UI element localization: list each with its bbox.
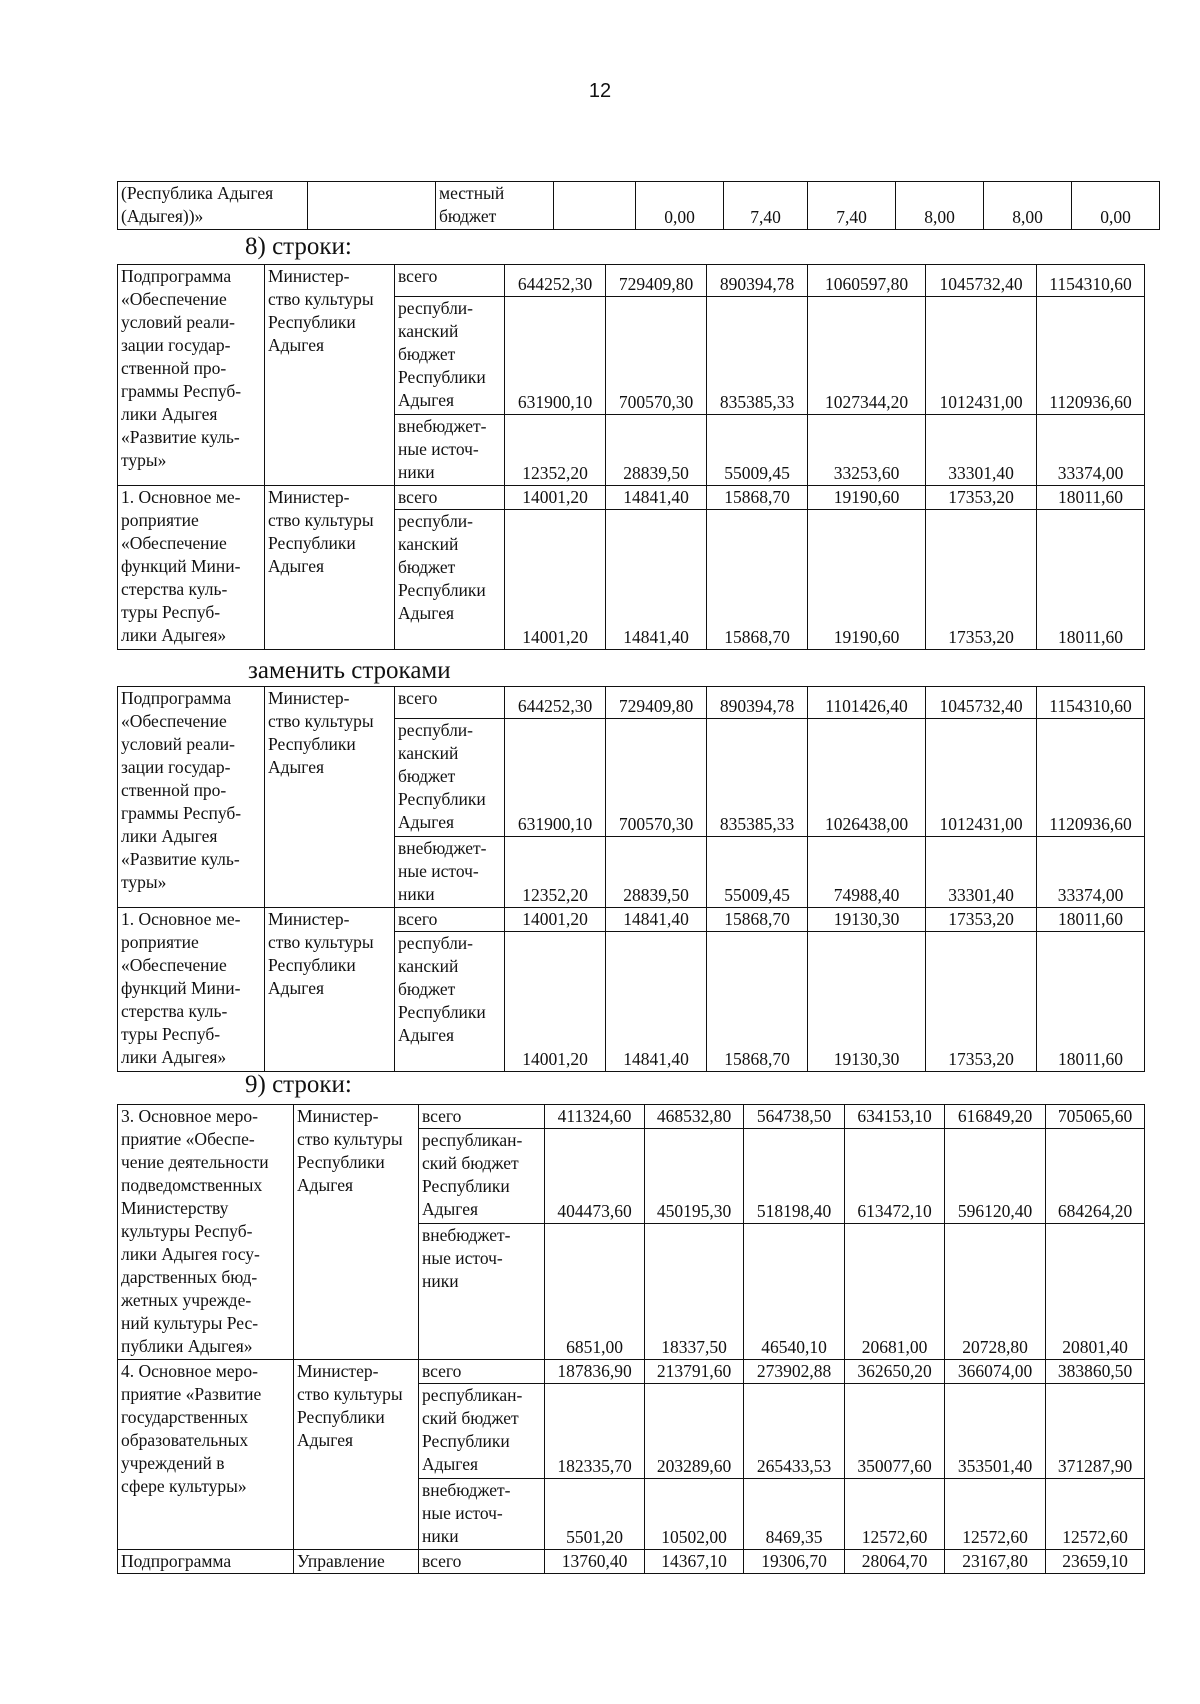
table-cell-value: 0,00 bbox=[1072, 182, 1160, 230]
table-cell-value: 7,40 bbox=[724, 182, 808, 230]
table-cell-value: 19306,70 bbox=[744, 1550, 845, 1574]
section-heading-replace: заменить строками bbox=[248, 657, 451, 684]
table-cell-value: 20728,80 bbox=[945, 1224, 1046, 1360]
table-cell-value: 362650,20 bbox=[845, 1360, 945, 1384]
table-cell-value: 1012431,00 bbox=[926, 297, 1037, 415]
table-cell-value: 729409,80 bbox=[606, 687, 707, 719]
table-cell-value: 14841,40 bbox=[606, 486, 707, 510]
table-cell-value: 564738,50 bbox=[744, 1105, 845, 1129]
row-description: 1. Основное ме- роприятие «Обеспечение функций Мини- стерства куль- туры Респуб- лики Адыгея» bbox=[118, 486, 265, 650]
table-cell-value: 7,40 bbox=[808, 182, 896, 230]
row-source-label: внебюджет- ные источ- ники bbox=[395, 837, 505, 908]
table-cell-value: 13760,40 bbox=[545, 1550, 645, 1574]
row-source-label: внебюджет- ные источ- ники bbox=[395, 415, 505, 486]
table-cell-value: 644252,30 bbox=[505, 687, 606, 719]
row-organization: Министер- ство культуры Республики Адыгея bbox=[265, 486, 395, 650]
table-cell-value: 55009,45 bbox=[707, 837, 808, 908]
table-cell-value: 55009,45 bbox=[707, 415, 808, 486]
row-source-label: всего bbox=[419, 1550, 545, 1574]
table-cell-value: 15868,70 bbox=[707, 932, 808, 1072]
table-cell-value: 17353,20 bbox=[926, 486, 1037, 510]
table-cell-value: 14001,20 bbox=[505, 908, 606, 932]
table-cell-value: 12572,60 bbox=[845, 1479, 945, 1550]
table-cell-value: 468532,80 bbox=[645, 1105, 744, 1129]
table-cell-value: 19190,60 bbox=[808, 486, 926, 510]
top-table-org bbox=[308, 182, 436, 230]
table-cell-value: 371287,90 bbox=[1046, 1384, 1145, 1479]
table-cell-value: 14367,10 bbox=[645, 1550, 744, 1574]
table-cell-value: 213791,60 bbox=[645, 1360, 744, 1384]
table-cell-value: 411324,60 bbox=[545, 1105, 645, 1129]
row-source-label: республикан- ский бюджет Республики Адыгея bbox=[419, 1129, 545, 1224]
table-cell-value: 1027344,20 bbox=[808, 297, 926, 415]
top-table-spacer bbox=[554, 182, 636, 230]
table-cell-value: 644252,30 bbox=[505, 265, 606, 297]
table-cell-value: 12352,20 bbox=[505, 415, 606, 486]
table-cell-value: 19130,30 bbox=[808, 908, 926, 932]
table-cell-value: 20801,40 bbox=[1046, 1224, 1145, 1360]
table-cell-value: 366074,00 bbox=[945, 1360, 1046, 1384]
table-cell-value: 18337,50 bbox=[645, 1224, 744, 1360]
table-cell-value: 835385,33 bbox=[707, 297, 808, 415]
table-cell-value: 14841,40 bbox=[606, 932, 707, 1072]
table-cell-value: 265433,53 bbox=[744, 1384, 845, 1479]
row-organization: Управление bbox=[294, 1550, 419, 1574]
table-cell-value: 14841,40 bbox=[606, 510, 707, 650]
old-rows-table bbox=[117, 264, 1145, 650]
row-source-label: всего bbox=[395, 908, 505, 932]
table-cell-value: 684264,20 bbox=[1046, 1129, 1145, 1224]
top-table bbox=[117, 181, 1160, 230]
table-cell-value: 12352,20 bbox=[505, 837, 606, 908]
table-cell-value: 203289,60 bbox=[645, 1384, 744, 1479]
row-source-label: всего bbox=[419, 1360, 545, 1384]
table-cell-value: 700570,30 bbox=[606, 719, 707, 837]
table-cell-value: 1120936,60 bbox=[1037, 719, 1145, 837]
table-cell-value: 17353,20 bbox=[926, 510, 1037, 650]
table-cell-value: 1045732,40 bbox=[926, 687, 1037, 719]
row-organization: Министер- ство культуры Республики Адыгея bbox=[265, 687, 395, 908]
row-organization: Министер- ство культуры Республики Адыгея bbox=[265, 908, 395, 1072]
table-cell-value: 631900,10 bbox=[505, 719, 606, 837]
row-source-label: всего bbox=[395, 687, 505, 719]
table-cell-value: 33374,00 bbox=[1037, 415, 1145, 486]
table-cell-value: 729409,80 bbox=[606, 265, 707, 297]
row-source-label: всего bbox=[395, 486, 505, 510]
table-cell-value: 705065,60 bbox=[1046, 1105, 1145, 1129]
table-cell-value: 1060597,80 bbox=[808, 265, 926, 297]
new-rows-table bbox=[117, 686, 1145, 1072]
table-cell-value: 12572,60 bbox=[945, 1479, 1046, 1550]
table-cell-value: 18011,60 bbox=[1037, 486, 1145, 510]
table-cell-value: 33301,40 bbox=[926, 837, 1037, 908]
table-cell-value: 28839,50 bbox=[606, 837, 707, 908]
table-cell-value: 28839,50 bbox=[606, 415, 707, 486]
row-description: Подпрограмма «Обеспечение условий реали- зации государ- ственной про- граммы Респуб- лики Адыгея «Развитие куль- туры» bbox=[118, 265, 265, 486]
table-cell-value: 890394,78 bbox=[707, 265, 808, 297]
table-cell-value: 14001,20 bbox=[505, 486, 606, 510]
table-cell-value: 15868,70 bbox=[707, 908, 808, 932]
table-cell-value: 33374,00 bbox=[1037, 837, 1145, 908]
table-cell-value: 613472,10 bbox=[845, 1129, 945, 1224]
table-cell-value: 15868,70 bbox=[707, 510, 808, 650]
table-cell-value: 18011,60 bbox=[1037, 932, 1145, 1072]
table-cell-value: 1120936,60 bbox=[1037, 297, 1145, 415]
table-cell-value: 14001,20 bbox=[505, 932, 606, 1072]
table-cell-value: 28064,70 bbox=[845, 1550, 945, 1574]
table-cell-value: 10502,00 bbox=[645, 1479, 744, 1550]
table-cell-value: 33253,60 bbox=[808, 415, 926, 486]
table-cell-value: 5501,20 bbox=[545, 1479, 645, 1550]
table-cell-value: 14001,20 bbox=[505, 510, 606, 650]
table-cell-value: 23167,80 bbox=[945, 1550, 1046, 1574]
table-cell-value: 8,00 bbox=[984, 182, 1072, 230]
table-cell-value: 1045732,40 bbox=[926, 265, 1037, 297]
row-description: Подпрограмма bbox=[118, 1550, 294, 1574]
row-source-label: внебюджет- ные источ- ники bbox=[419, 1224, 545, 1360]
row-description: 1. Основное ме- роприятие «Обеспечение функций Мини- стерства куль- туры Респуб- лики Адыгея» bbox=[118, 908, 265, 1072]
table-cell-value: 15868,70 bbox=[707, 486, 808, 510]
page-number: 12 bbox=[588, 80, 612, 102]
table-cell-value: 14841,40 bbox=[606, 908, 707, 932]
row-organization: Министер- ство культуры Республики Адыгея bbox=[294, 1360, 419, 1550]
top-table-description: (Республика Адыгея (Адыгея))» bbox=[118, 182, 308, 230]
row-source-label: внебюджет- ные источ- ники bbox=[419, 1479, 545, 1550]
row-source-label: всего bbox=[419, 1105, 545, 1129]
table-cell-value: 1026438,00 bbox=[808, 719, 926, 837]
row-source-label: республи- канский бюджет Республики Адыгея bbox=[395, 510, 505, 650]
table-cell-value: 631900,10 bbox=[505, 297, 606, 415]
table-cell-value: 1101426,40 bbox=[808, 687, 926, 719]
table-cell-value: 700570,30 bbox=[606, 297, 707, 415]
row-description: 3. Основное меро- приятие «Обеспе- чение деятельности подведомственных Министерству культуры Респуб- лики Адыгея госу- дарственных бюд- жетных учрежде- ний культуры Рес- публики Адыгея» bbox=[118, 1105, 294, 1360]
table-cell-value: 353501,40 bbox=[945, 1384, 1046, 1479]
table-cell-value: 23659,10 bbox=[1046, 1550, 1145, 1574]
table-cell-value: 1154310,60 bbox=[1037, 265, 1145, 297]
table-cell-value: 19190,60 bbox=[808, 510, 926, 650]
row-source-label: республи- канский бюджет Республики Адыгея bbox=[395, 932, 505, 1072]
table-cell-value: 187836,90 bbox=[545, 1360, 645, 1384]
top-table-source: местный бюджет bbox=[436, 182, 554, 230]
table-cell-value: 350077,60 bbox=[845, 1384, 945, 1479]
section-heading-9: 9) строки: bbox=[245, 1071, 352, 1098]
table-cell-value: 450195,30 bbox=[645, 1129, 744, 1224]
table-cell-value: 596120,40 bbox=[945, 1129, 1046, 1224]
table-cell-value: 33301,40 bbox=[926, 415, 1037, 486]
table-cell-value: 74988,40 bbox=[808, 837, 926, 908]
row-organization: Министер- ство культуры Республики Адыгея bbox=[294, 1105, 419, 1360]
table-cell-value: 616849,20 bbox=[945, 1105, 1046, 1129]
table-cell-value: 17353,20 bbox=[926, 932, 1037, 1072]
table-cell-value: 19130,30 bbox=[808, 932, 926, 1072]
table-cell-value: 835385,33 bbox=[707, 719, 808, 837]
section-heading-8: 8) строки: bbox=[245, 233, 352, 260]
table-cell-value: 890394,78 bbox=[707, 687, 808, 719]
table-cell-value: 8469,35 bbox=[744, 1479, 845, 1550]
table-cell-value: 404473,60 bbox=[545, 1129, 645, 1224]
row-source-label: всего bbox=[395, 265, 505, 297]
table-cell-value: 634153,10 bbox=[845, 1105, 945, 1129]
row-source-label: республикан- ский бюджет Республики Адыгея bbox=[419, 1384, 545, 1479]
row-source-label: республи- канский бюджет Республики Адыгея bbox=[395, 719, 505, 837]
table-cell-value: 46540,10 bbox=[744, 1224, 845, 1360]
table-cell-value: 18011,60 bbox=[1037, 908, 1145, 932]
table-cell-value: 17353,20 bbox=[926, 908, 1037, 932]
row-organization: Министер- ство культуры Республики Адыгея bbox=[265, 265, 395, 486]
table-cell-value: 273902,88 bbox=[744, 1360, 845, 1384]
row-description: Подпрограмма «Обеспечение условий реали- зации государ- ственной про- граммы Респуб- лики Адыгея «Развитие куль- туры» bbox=[118, 687, 265, 908]
table-cell-value: 6851,00 bbox=[545, 1224, 645, 1360]
row-description: 4. Основное меро- приятие «Развитие государственных образовательных учреждений в сфере культуры» bbox=[118, 1360, 294, 1550]
table-cell-value: 12572,60 bbox=[1046, 1479, 1145, 1550]
table-cell-value: 0,00 bbox=[636, 182, 724, 230]
table-cell-value: 20681,00 bbox=[845, 1224, 945, 1360]
table-cell-value: 383860,50 bbox=[1046, 1360, 1145, 1384]
row-source-label: республи- канский бюджет Республики Адыгея bbox=[395, 297, 505, 415]
table-cell-value: 1154310,60 bbox=[1037, 687, 1145, 719]
table-cell-value: 18011,60 bbox=[1037, 510, 1145, 650]
table-cell-value: 1012431,00 bbox=[926, 719, 1037, 837]
table-cell-value: 8,00 bbox=[896, 182, 984, 230]
table-cell-value: 518198,40 bbox=[744, 1129, 845, 1224]
table-cell-value: 182335,70 bbox=[545, 1384, 645, 1479]
block-9-table bbox=[117, 1104, 1145, 1574]
